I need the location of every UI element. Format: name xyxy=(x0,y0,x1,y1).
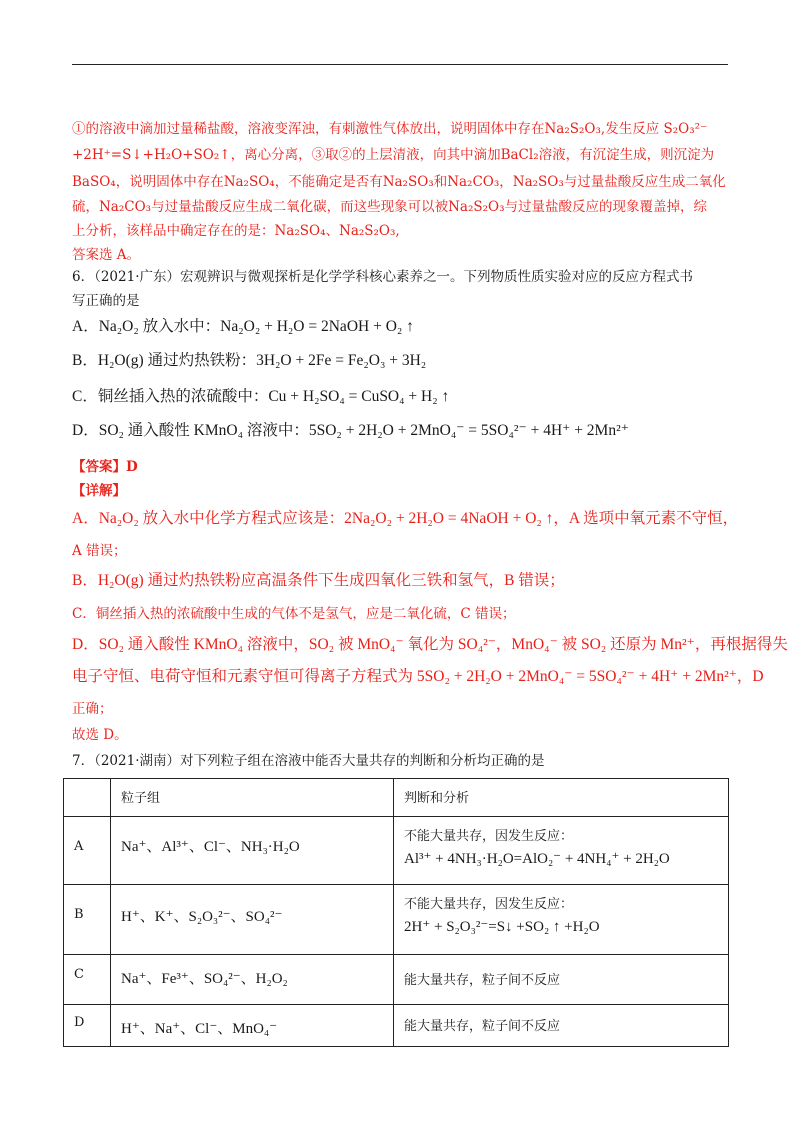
table-row xyxy=(64,885,729,955)
row-judgement: 能大量共存，粒子间不反应 xyxy=(394,955,729,1005)
q7-header-particles: 粒子组 xyxy=(111,779,394,817)
q6-stem-line-2: 写正确的是 xyxy=(72,293,140,309)
q6-detail-d: D．SO₂ 通入酸性 KMnO₄ 溶液中，SO₂ 被 MnO₄⁻ 氧化为 SO₄²⁻，MnO₄⁻ 被 SO₂ 还原为 Mn²⁺，再根据得失 xyxy=(72,636,788,653)
q6-final-choice: 故选 D。 xyxy=(72,727,128,743)
row-label: B xyxy=(64,885,111,955)
q6-stem-line-1: 6．（2021·广东）宏观辨识与微观探析是化学学科核心素养之一。下列物质性质实验对应的反应方程式书 xyxy=(72,269,693,285)
row-equation: Al³⁺ + 4NH₃·H₂O=AlO₂⁻ + 4NH₄⁺ + 2H₂O xyxy=(404,851,670,867)
prev-explanation-line-1: ①的溶液中滴加过量稀盐酸，溶液变浑浊，有刺激性气体放出，说明固体中存在Na₂S₂O₃,发生反应 S₂O₃²⁻ xyxy=(72,121,708,137)
q6-option-a: A．Na₂O₂ 放入水中：Na₂O₂ + H₂O = 2NaOH + O₂ ↑ xyxy=(72,318,414,335)
q6-detail-a: A．Na₂O₂ 放入水中化学方程式应该是：2Na₂O₂ + 2H₂O = 4NaOH + O₂ ↑，A 选项中氧元素不守恒， xyxy=(72,510,739,527)
q6-option-d: D．SO₂ 通入酸性 KMnO₄ 溶液中：5SO₂ + 2H₂O + 2MnO₄⁻ = 5SO₄²⁻ + 4H⁺ + 2Mn²⁺ xyxy=(72,422,629,439)
prev-answer-line: 答案选 A。 xyxy=(72,247,141,263)
q7-header-blank xyxy=(64,779,111,817)
q6-answer-label: 【答案】D xyxy=(72,459,138,475)
row-particles: Na⁺、Al³⁺、Cl⁻、NH₃·H₂O xyxy=(111,817,394,885)
prev-explanation-line-2: +2H⁺=S↓+H₂O+SO₂↑，离心分离，③取②的上层清液，向其中滴加BaCl₂溶液，有沉淀生成，则沉淀为 xyxy=(72,147,715,163)
row-particles: H⁺、Na⁺、Cl⁻、MnO₄⁻ xyxy=(111,1005,394,1047)
prev-explanation-line-4: 硫，Na₂CO₃与过量盐酸反应生成二氧化碳，而这些现象可以被Na₂S₂O₃与过量盐酸反应的现象覆盖掉，综 xyxy=(72,199,707,215)
row-judgement-cell xyxy=(394,817,729,885)
row-label: C xyxy=(64,955,111,1005)
q6-option-b: B．H₂O(g) 通过灼热铁粉：3H₂O + 2Fe = Fe₂O₃ + 3H₂ xyxy=(72,352,427,369)
table-row xyxy=(64,955,729,1005)
q6-detail-d-end: 正确； xyxy=(72,701,113,717)
q7-table xyxy=(63,778,729,1047)
row-particles: Na⁺、Fe³⁺、SO₄²⁻、H₂O₂ xyxy=(111,955,394,1005)
q6-detail-label: 【详解】 xyxy=(72,483,126,499)
q6-option-c: C．铜丝插入热的浓硫酸中：Cu + H₂SO₄ = CuSO₄ + H₂ ↑ xyxy=(72,388,450,405)
q7-stem: 7．（2021·湖南）对下列粒子组在溶液中能否大量共存的判断和分析均正确的是 xyxy=(72,753,545,769)
q7-table-header-row xyxy=(64,779,729,817)
q6-detail-a-cont: A 错误； xyxy=(72,543,127,559)
row-label: D xyxy=(64,1005,111,1047)
row-equation: 2H⁺ + S₂O₃²⁻=S↓ +SO₂ ↑ +H₂O xyxy=(404,919,600,935)
prev-explanation-line-5: 上分析，该样品中确定存在的是：Na₂SO₄、Na₂S₂O₃, xyxy=(72,223,400,239)
q7-header-judgement: 判断和分析 xyxy=(394,779,729,817)
row-label: A xyxy=(64,817,111,885)
q6-detail-b: B．H₂O(g) 通过灼热铁粉应高温条件下生成四氧化三铁和氢气，B 错误； xyxy=(72,572,565,589)
table-row xyxy=(64,1005,729,1047)
row-judgement: 不能大量共存，因发生反应： xyxy=(404,897,574,912)
prev-explanation-line-3: BaSO₄，说明固体中存在Na₂SO₄，不能确定是否有Na₂SO₃和Na₂CO₃，Na₂SO₃与过量盐酸反应生成二氧化 xyxy=(72,174,726,190)
q6-detail-d-cont: 电子守恒、电荷守恒和元素守恒可得离子方程式为 5SO₂ + 2H₂O + 2MnO₄⁻ = 5SO₄²⁻ + 4H⁺ + 2Mn²⁺，D xyxy=(72,668,764,685)
header-rule xyxy=(72,64,728,65)
row-judgement-cell xyxy=(394,885,729,955)
row-particles: H⁺、K⁺、S₂O₃²⁻、SO₄²⁻ xyxy=(111,885,394,955)
row-judgement: 不能大量共存，因发生反应： xyxy=(404,829,574,844)
row-judgement: 能大量共存，粒子间不反应 xyxy=(394,1005,729,1047)
table-row xyxy=(64,817,729,885)
q6-detail-c: C．铜丝插入热的浓硫酸中生成的气体不是氢气，应是二氧化硫，C 错误； xyxy=(72,606,516,622)
